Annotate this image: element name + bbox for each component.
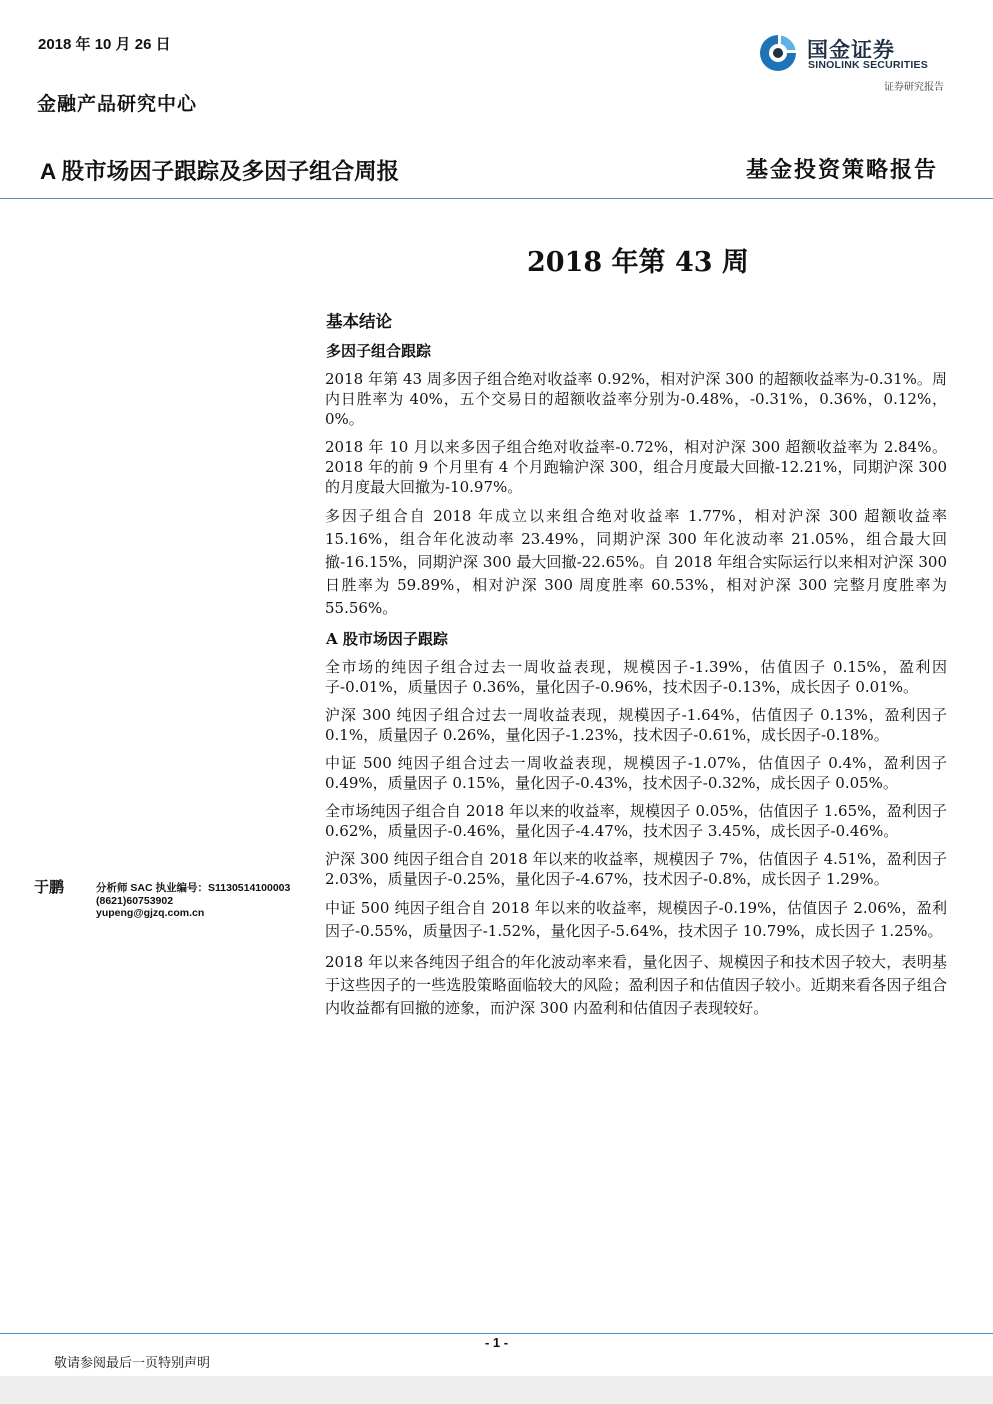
logo-subtitle: 证券研究报告 — [884, 82, 944, 93]
footer-divider — [0, 1333, 993, 1334]
header-divider — [0, 198, 993, 199]
paragraph: 全市场纯因子组合自 2018 年以来的收益率，规模因子 0.05%，估值因子 1.65%，盈利因子 0.62%，质量因子-0.46%，量化因子-4.47%，技术因子 3.45%，成长因子-0.46%。 — [325, 802, 947, 840]
subheading-multi-factor: 多因子组合跟踪 — [326, 342, 432, 360]
research-center: 金融产品研究中心 — [37, 93, 198, 115]
report-title: A 股市场因子跟踪及多因子组合周报 — [40, 159, 400, 184]
paragraph: 2018 年 10 月以来多因子组合绝对收益率-0.72%，相对沪深 300 超额收益率为 2.84%。2018 年的前 9 个月里有 4 个月跑输沪深 300，组合月度最大回撤-12.21%，同期沪深 300 的月度最大回撤为-10.97%。 — [325, 438, 947, 496]
subheading-a-share: A 股市场因子跟踪 — [326, 630, 448, 648]
report-type: 基金投资策略报告 — [745, 157, 938, 183]
analyst-sac-number: 分析师 SAC 执业编号：S1130514100003 — [96, 882, 291, 894]
paragraph: 中证 500 纯因子组合自 2018 年以来的收益率，规模因子-0.19%，估值因子 2.06%，盈利因子-0.55%，质量因子-1.52%，量化因子-5.64%，技术因子 10.79%，成长因子 1.25%。 — [325, 899, 947, 940]
paragraph: 沪深 300 纯因子组合过去一周收益表现，规模因子-1.64%，估值因子 0.13%，盈利因子 0.1%，质量因子 0.26%，量化因子-1.23%，技术因子-0.61%，成长因子-0.18%。 — [325, 706, 947, 744]
page-number: - 1 - — [484, 1335, 509, 1350]
disclaimer-note: 敬请参阅最后一页特别声明 — [54, 1356, 211, 1371]
paragraph: 多因子组合自 2018 年成立以来组合绝对收益率 1.77%，相对沪深 300 超额收益率 15.16%，组合年化波动率 23.49%，同期沪深 300 年化波动率 21.05%，组合最大回撤-16.15%，同期沪深 300 最大回撤-22.65%。自 2018 年组合实际运行以来相对沪深 300 日胜率为 59.89%，相对沪深 300 周度胜率 60.53%，相对沪深 300 完整月度胜率为 55.56%。 — [325, 507, 947, 617]
analyst-info — [96, 882, 290, 920]
analyst-name: 于鹏 — [34, 878, 65, 896]
paragraph: 全市场的纯因子组合过去一周收益表现，规模因子-1.39%，估值因子 0.15%，盈利因子-0.01%，质量因子 0.36%，量化因子-0.96%，技术因子-0.13%，成长因子 0.01%。 — [325, 658, 947, 696]
week-title: 2018 年第 43 周 — [527, 247, 749, 278]
logo-name-en: SINOLINK SECURITIES — [808, 59, 928, 71]
analyst-phone: (8621)60753902 — [96, 894, 174, 907]
section-heading-basic-conclusion: 基本结论 — [326, 312, 392, 331]
paragraph: 中证 500 纯因子组合过去一周收益表现，规模因子-1.07%，估值因子 0.4%，盈利因子 0.49%，质量因子 0.15%，量化因子-0.43%，技术因子-0.32%，成长因子 0.05%。 — [325, 754, 947, 792]
logo-name-cn: 国金证券 — [807, 39, 895, 62]
paragraph: 2018 年以来各纯因子组合的年化波动率来看，量化因子、规模因子和技术因子较大，表明基于这些因子的一些选股策略面临较大的风险；盈利因子和估值因子较小。近期来看各因子组合内收益都有回撤的迹象，而沪深 300 内盈利和估值因子表现较好。 — [325, 953, 947, 1017]
company-logo — [757, 32, 947, 97]
paragraph: 2018 年第 43 周多因子组合绝对收益率 0.92%，相对沪深 300 的超额收益率为-0.31%。周内日胜率为 40%，五个交易日的超额收益率分别为-0.48%，-0.31%，0.36%，0.12%，0%。 — [325, 370, 947, 428]
main-content — [325, 340, 947, 1028]
report-date: 2018 年 10 月 26 日 — [38, 36, 171, 53]
paragraph: 沪深 300 纯因子组合自 2018 年以来的收益率，规模因子 7%，估值因子 4.51%，盈利因子 2.03%，质量因子-0.25%，量化因子-4.67%，技术因子-0.8%，成长因子 1.29%。 — [325, 850, 947, 888]
analyst-email: yupeng@gjzq.com.cn — [96, 907, 205, 919]
sinolink-logo-icon — [757, 32, 799, 74]
footer-band — [0, 1376, 993, 1404]
